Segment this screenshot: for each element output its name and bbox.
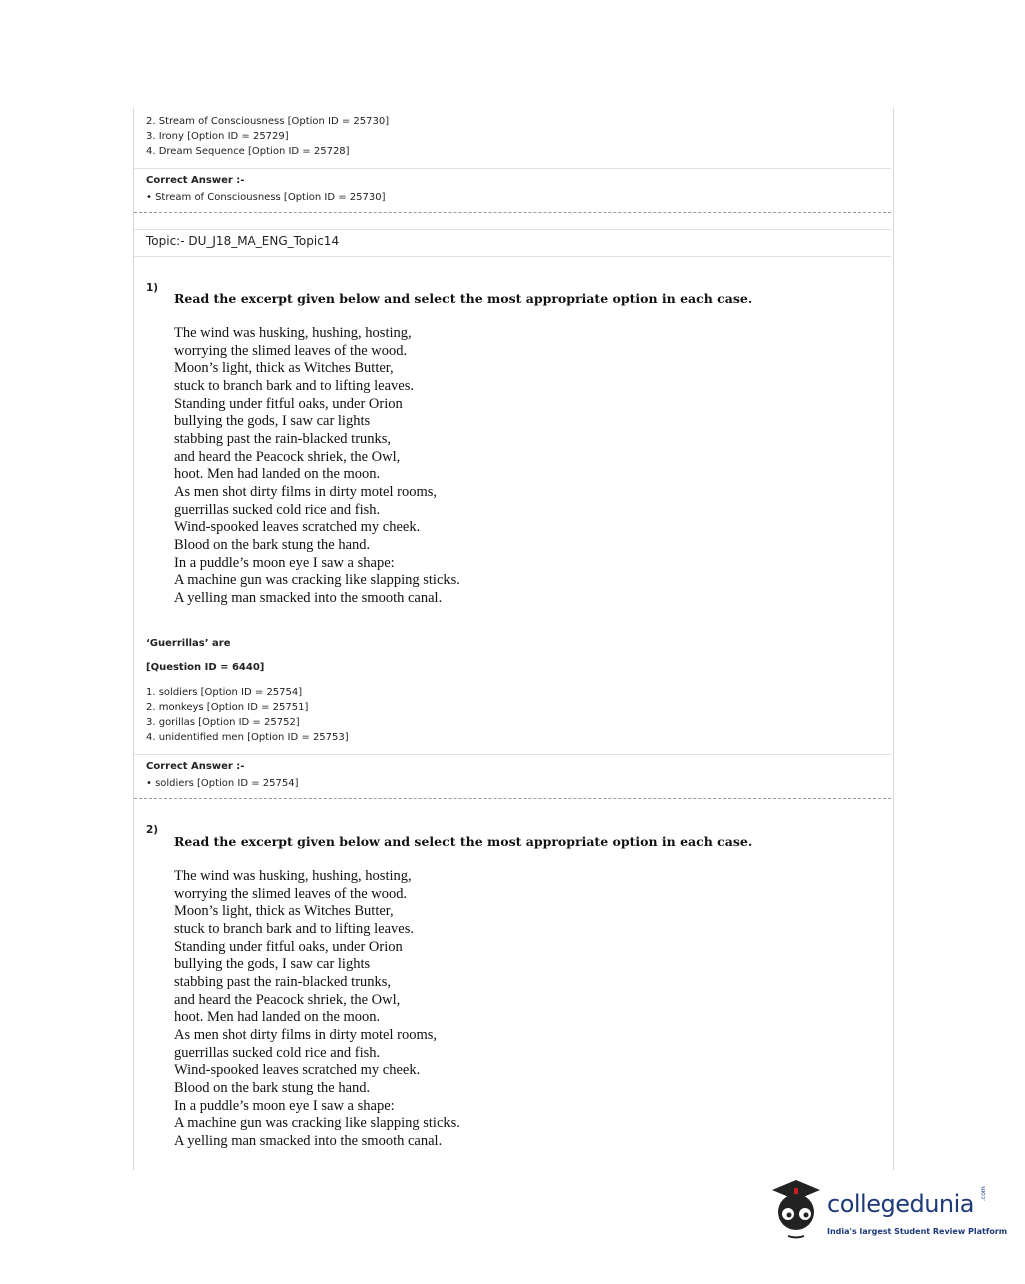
logo-wordmark: collegedunia — [827, 1190, 975, 1218]
poem-line: A machine gun was cracking like slapping sticks. — [174, 1115, 460, 1132]
poem-line: Standing under fitful oaks, under Orion — [174, 938, 403, 955]
poem-line: worrying the slimed leaves of the wood. — [174, 342, 408, 359]
prev-option-2: 2. Stream of Consciousness [Option ID = 25730] — [146, 116, 390, 127]
poem-line: In a puddle’s moon eye I saw a shape: — [174, 1097, 395, 1114]
divider — [134, 754, 891, 755]
poem-line: guerrillas sucked cold rice and fish. — [174, 501, 381, 518]
poem-line: stabbing past the rain-blacked trunks, — [174, 430, 392, 447]
question-1-correct-label: Correct Answer :- — [146, 761, 245, 772]
question-1-poem — [174, 325, 460, 608]
poem-line: stabbing past the rain-blacked trunks, — [174, 973, 392, 990]
poem-line: As men shot dirty films in dirty motel rooms, — [174, 1026, 438, 1043]
question-1-number: 1) — [146, 282, 159, 294]
poem-line: In a puddle’s moon eye I saw a shape: — [174, 554, 395, 571]
prev-correct-label: Correct Answer :- — [146, 175, 245, 186]
poem-line: hoot. Men had landed on the moon. — [174, 1009, 381, 1026]
poem-line: A yelling man smacked into the smooth canal. — [174, 1132, 443, 1149]
poem-line: bullying the gods, I saw car lights — [174, 956, 371, 973]
question-1-text: ‘Guerrillas’ are — [146, 638, 231, 649]
logo-tagline: India's largest Student Review Platform — [827, 1227, 1008, 1236]
question-1-option-1: 1. soldiers [Option ID = 25754] — [146, 687, 303, 698]
question-1-option-2: 2. monkeys [Option ID = 25751] — [146, 702, 309, 713]
poem-line: As men shot dirty films in dirty motel rooms, — [174, 483, 438, 500]
poem-line: The wind was husking, hushing, hosting, — [174, 325, 412, 341]
poem-line: bullying the gods, I saw car lights — [174, 413, 371, 430]
dashed-divider — [134, 798, 891, 799]
question-1-option-3: 3. gorillas [Option ID = 25752] — [146, 717, 300, 728]
poem-line: Moon’s light, thick as Witches Butter, — [174, 903, 394, 920]
question-1-correct-answer: • soldiers [Option ID = 25754] — [146, 778, 299, 789]
divider — [134, 256, 891, 257]
poem-line: hoot. Men had landed on the moon. — [174, 466, 381, 483]
divider — [134, 168, 891, 169]
question-2-instruction: Read the excerpt given below and select the most appropriate option in each case. — [174, 834, 753, 849]
logo-domain-suffix: .com — [980, 1186, 987, 1201]
question-2-number: 2) — [146, 824, 159, 836]
prev-option-4: 4. Dream Sequence [Option ID = 25728] — [146, 146, 350, 157]
question-1-correct-answer-text: soldiers [Option ID = 25754] — [155, 778, 299, 789]
question-1-instruction: Read the excerpt given below and select the most appropriate option in each case. — [174, 291, 753, 306]
poem-line: stuck to branch bark and to lifting leaves. — [174, 377, 414, 394]
poem-line: and heard the Peacock shriek, the Owl, — [174, 991, 401, 1008]
question-2-poem — [174, 868, 460, 1151]
poem-line: A yelling man smacked into the smooth canal. — [174, 589, 443, 606]
prev-correct-answer-text: Stream of Consciousness [Option ID = 25730] — [155, 192, 386, 203]
poem-line: Standing under fitful oaks, under Orion — [174, 395, 403, 412]
poem-line: worrying the slimed leaves of the wood. — [174, 885, 408, 902]
poem-line: The wind was husking, hushing, hosting, — [174, 868, 412, 884]
prev-option-3: 3. Irony [Option ID = 25729] — [146, 131, 289, 142]
poem-line: Blood on the bark stung the hand. — [174, 1079, 371, 1096]
poem-line: and heard the Peacock shriek, the Owl, — [174, 448, 401, 465]
poem-line: Blood on the bark stung the hand. — [174, 536, 371, 553]
question-1-option-4: 4. unidentified men [Option ID = 25753] — [146, 732, 349, 743]
poem-line: A machine gun was cracking like slapping sticks. — [174, 572, 460, 589]
topic-title: Topic:- DU_J18_MA_ENG_Topic14 — [146, 234, 340, 248]
prev-correct-answer: • Stream of Consciousness [Option ID = 25730] — [146, 192, 386, 203]
poem-line: Moon’s light, thick as Witches Butter, — [174, 360, 394, 377]
question-1-id: [Question ID = 6440] — [146, 662, 265, 673]
poem-line: Wind-spooked leaves scratched my cheek. — [174, 519, 421, 536]
divider — [134, 229, 891, 230]
poem-line: Wind-spooked leaves scratched my cheek. — [174, 1062, 421, 1079]
poem-line: stuck to branch bark and to lifting leaves. — [174, 920, 414, 937]
dashed-divider — [134, 212, 891, 213]
poem-line: guerrillas sucked cold rice and fish. — [174, 1044, 381, 1061]
